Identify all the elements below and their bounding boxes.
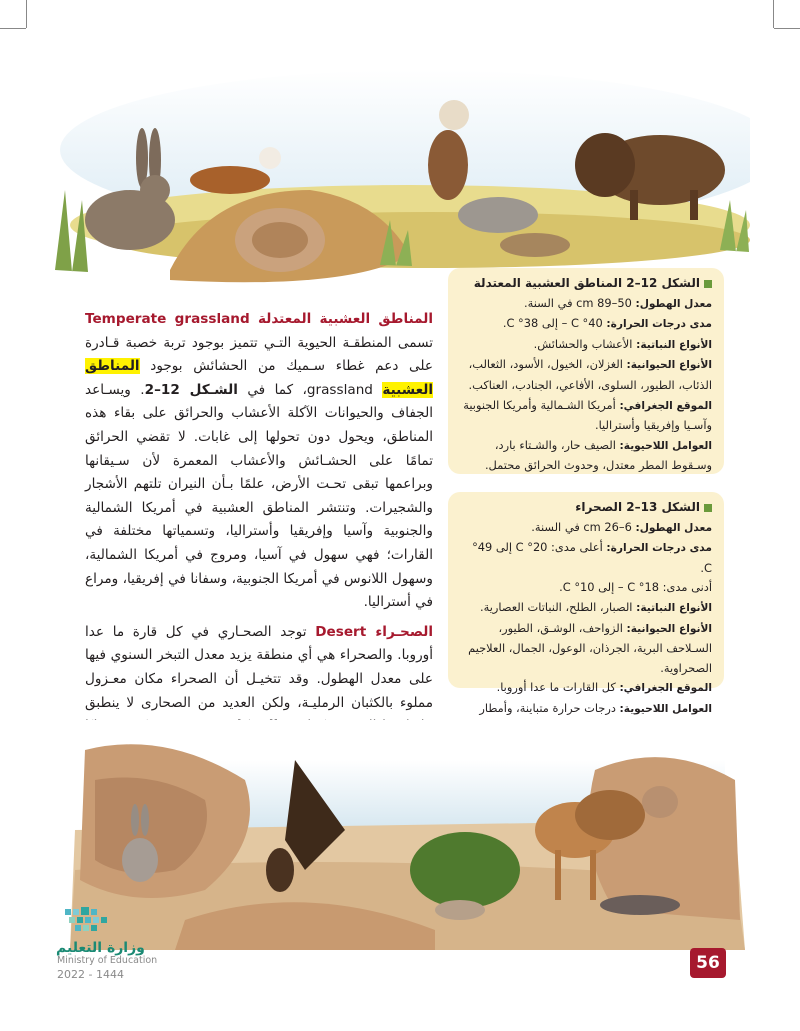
abiotic-row: العوامل اللاحيوية: درجات حرارة متباينة، وأمطار (479, 700, 712, 715)
bullet-icon (704, 280, 712, 288)
crop-mark (773, 0, 774, 28)
location-row: الموقع الجغرافي: كل القارات ما عدا أوروبا. (496, 680, 712, 695)
animals-row: الأنواع الحيوانية: الزواحف، الوشـق، الطيور، السـلاحف البرية، الجرذان، الوعول، الجمال، العلاجيم الصحراوية. (468, 620, 712, 675)
term-temperate-grassland: المناطق العشبية المعتدلة Temperate grassland (85, 311, 433, 327)
temperature-row: مدى درجات الحرارة: أعلى مدى: 20° C إلى 49° C. (472, 540, 712, 575)
highlighted-term: المناطق العشبية (85, 358, 434, 398)
crop-mark (26, 0, 27, 28)
text-span: . ويسـاعد الجفاف والحيوانات الآكلة الأعشاب والحرائق على بقاء هذه المناطق، ويحول دون تحولها إلى غابات. لا تقضي الحرائق تمامًا على الحشـائش والأعشاب المعمرة لأن سـيقانها وبراعمها تبقى تحـت الأرض، علمًا بـأن النيران تلتهم الأشجار والشجيرات. وتنتشر المناطق العشبية في أمريكا الشمالية والجنوبية وآسيا وإفريقيا وأستراليا، وتسمياتها مختلفة في القارات؛ فهي سهول في آسيا، ومروج في أمريكا الشمالية، وسهول اللانوس في أمريكا الجنوبية، وسفانا في إفريقيا، ومراع في أستراليا. (85, 381, 433, 611)
term-desert: الصحـراء Desert (315, 623, 433, 640)
text-span: تسمى المنطقـة الحيوية التـي تتميز بوجود تربة خصبة قـادرة على دعم غطاء سـميك من الحشائش بوجود (85, 334, 433, 375)
text-span: grassland، كما في (237, 381, 383, 398)
plants-row: الأنواع النباتية: الأعشاب والحشائش. (533, 336, 712, 351)
crop-mark (0, 28, 26, 29)
page-number: 56 (690, 948, 726, 978)
animals-row: الأنواع الحيوانية: الغزلان، الخيول، الأسود، الثعالب، الذئاب، الطيور، السلوى، الأفاعي، الجنادب، العناكب. (468, 357, 712, 392)
crop-mark (774, 28, 800, 29)
text-span: توجد الصحـاري في كل قارة ما عدا أوروبا. والصحراء هي أي منطقة يزيد معدل التبخر السنوي فيها على معدل الهطول. وقد تتخيـل أن الصحراء مكان معـزول مملوء بالكثبان الرمليـة، ولكن العديد من الصحارى لا ينطبق (85, 623, 433, 711)
bullet-icon (704, 504, 712, 512)
logo-year: 2022 - 1444 (57, 968, 124, 981)
grassland-illustration (50, 40, 750, 290)
main-text (85, 308, 433, 768)
abiotic-row: العوامل اللاحيوية: الصيف حار، والشـتاء بارد، وسـقوط المطر معتدل، وحدوث الحرائق محتمل. (484, 437, 712, 473)
box-title: الشكل 12–2 المناطق العشبية المعتدلة (460, 274, 712, 294)
plants-row: الأنواع النباتية: الصبار، الطلح، النباتات العصارية. (480, 599, 712, 614)
logo-english-text: Ministry of Education (57, 955, 158, 966)
temperature-row: مدى درجات الحرارة: 40° C – إلى 38° C. (502, 316, 712, 331)
logo-arabic-text: وزارة التعليم (56, 940, 145, 956)
desert-info-box (448, 492, 724, 715)
box-title: الشكل 13–2 الصحراء (460, 498, 712, 518)
location-row: الموقع الجغرافي: أمريكا الشـمالية وأمريكا الجنوبية وآسـيا وإفريقيا وأستراليا. (463, 397, 712, 433)
rainfall-row: معدل الهطول: 50–89 cm في السنة. (524, 295, 712, 310)
grassland-info-box (448, 268, 724, 474)
paragraph-grassland (85, 308, 433, 615)
rainfall-row: معدل الهطول: 6–26 cm في السنة. (531, 519, 712, 534)
figure-reference: الشـكل 12–2 (144, 381, 238, 398)
temperature-low-row: أدنى مدى: 18° C – إلى 10° C. (559, 580, 712, 595)
desert-illustration (55, 720, 750, 950)
